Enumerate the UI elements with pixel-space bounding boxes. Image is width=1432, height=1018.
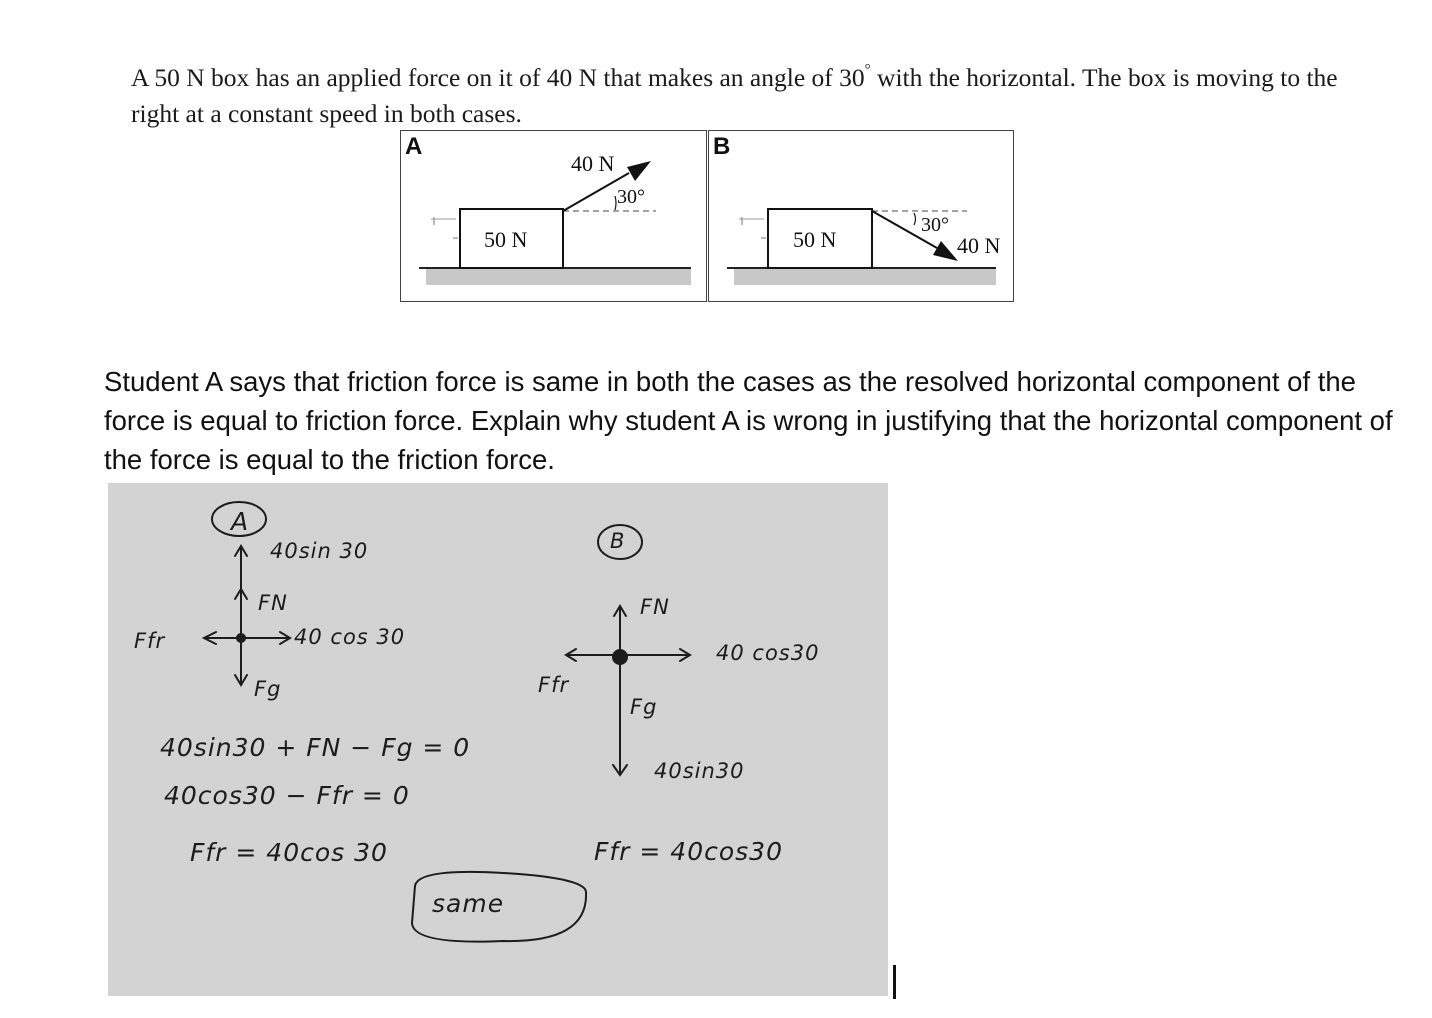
- angle-arc: [914, 213, 916, 225]
- diagram-a-label: A: [405, 133, 423, 160]
- diagram-b: [708, 130, 1014, 302]
- diagram-a-drawing: [401, 131, 706, 301]
- label-40sin30: 40sin 30: [270, 539, 369, 563]
- label-ffr: Ffr: [134, 629, 166, 653]
- ground-surface: [426, 269, 691, 285]
- label-fn: FN: [258, 591, 288, 615]
- result-a: Ffr = 40cos 30: [190, 838, 388, 867]
- equation-2: 40cos30 − Ffr = 0: [164, 781, 410, 810]
- angle-arc: [615, 196, 616, 210]
- label-fg: Fg: [254, 677, 282, 701]
- label-40cos30-b: 40 cos30: [716, 641, 820, 665]
- result-b: Ffr = 40cos30: [594, 837, 783, 866]
- handwritten-solution-photo: [108, 483, 888, 996]
- force-label: 40 N: [957, 233, 1001, 258]
- label-fn-b: FN: [640, 595, 670, 619]
- label-40sin30-b: 40sin30: [654, 759, 745, 783]
- box-weight-label: 50 N: [793, 227, 837, 252]
- question-part-2: with the horizontal. The box is moving to the right at a constant speed in both cases.: [131, 63, 1338, 128]
- note-same: same: [432, 889, 505, 918]
- diagram-b-label: B: [713, 133, 731, 160]
- diagram-a: [400, 130, 707, 302]
- degree-symbol: °: [864, 62, 871, 78]
- diagram-b-drawing: [709, 131, 1013, 301]
- circle-b-label: B: [610, 529, 626, 553]
- label-40cos30: 40 cos 30: [294, 625, 406, 649]
- equation-1: 40sin30 + FN − Fg = 0: [160, 733, 471, 762]
- force-label: 40 N: [571, 151, 615, 176]
- label-fg-b: Fg: [630, 695, 658, 719]
- student-statement: Student A says that friction force is same in both the cases as the resolved horizontal component of the force is equal to friction force. Explain why student A is wrong in justifying that the horizontal component of the force is equal to the friction force.: [104, 366, 1393, 475]
- center-dot: [237, 634, 245, 642]
- force-arrowhead: [933, 241, 958, 261]
- question-part-1: A 50 N box has an applied force on it of 40 N that makes an angle of 30: [131, 63, 865, 92]
- box-weight-label: 50 N: [484, 227, 528, 252]
- circle-a-label: A: [231, 507, 250, 536]
- center-dot: [613, 650, 627, 664]
- text-cursor: [893, 965, 896, 999]
- force-arrowhead: [627, 161, 651, 181]
- label-ffr-b: Ffr: [538, 673, 570, 697]
- ground-surface: [734, 269, 996, 285]
- angle-label: 30°: [921, 214, 949, 236]
- angle-label: 30°: [617, 186, 645, 208]
- question-text: [131, 62, 1371, 129]
